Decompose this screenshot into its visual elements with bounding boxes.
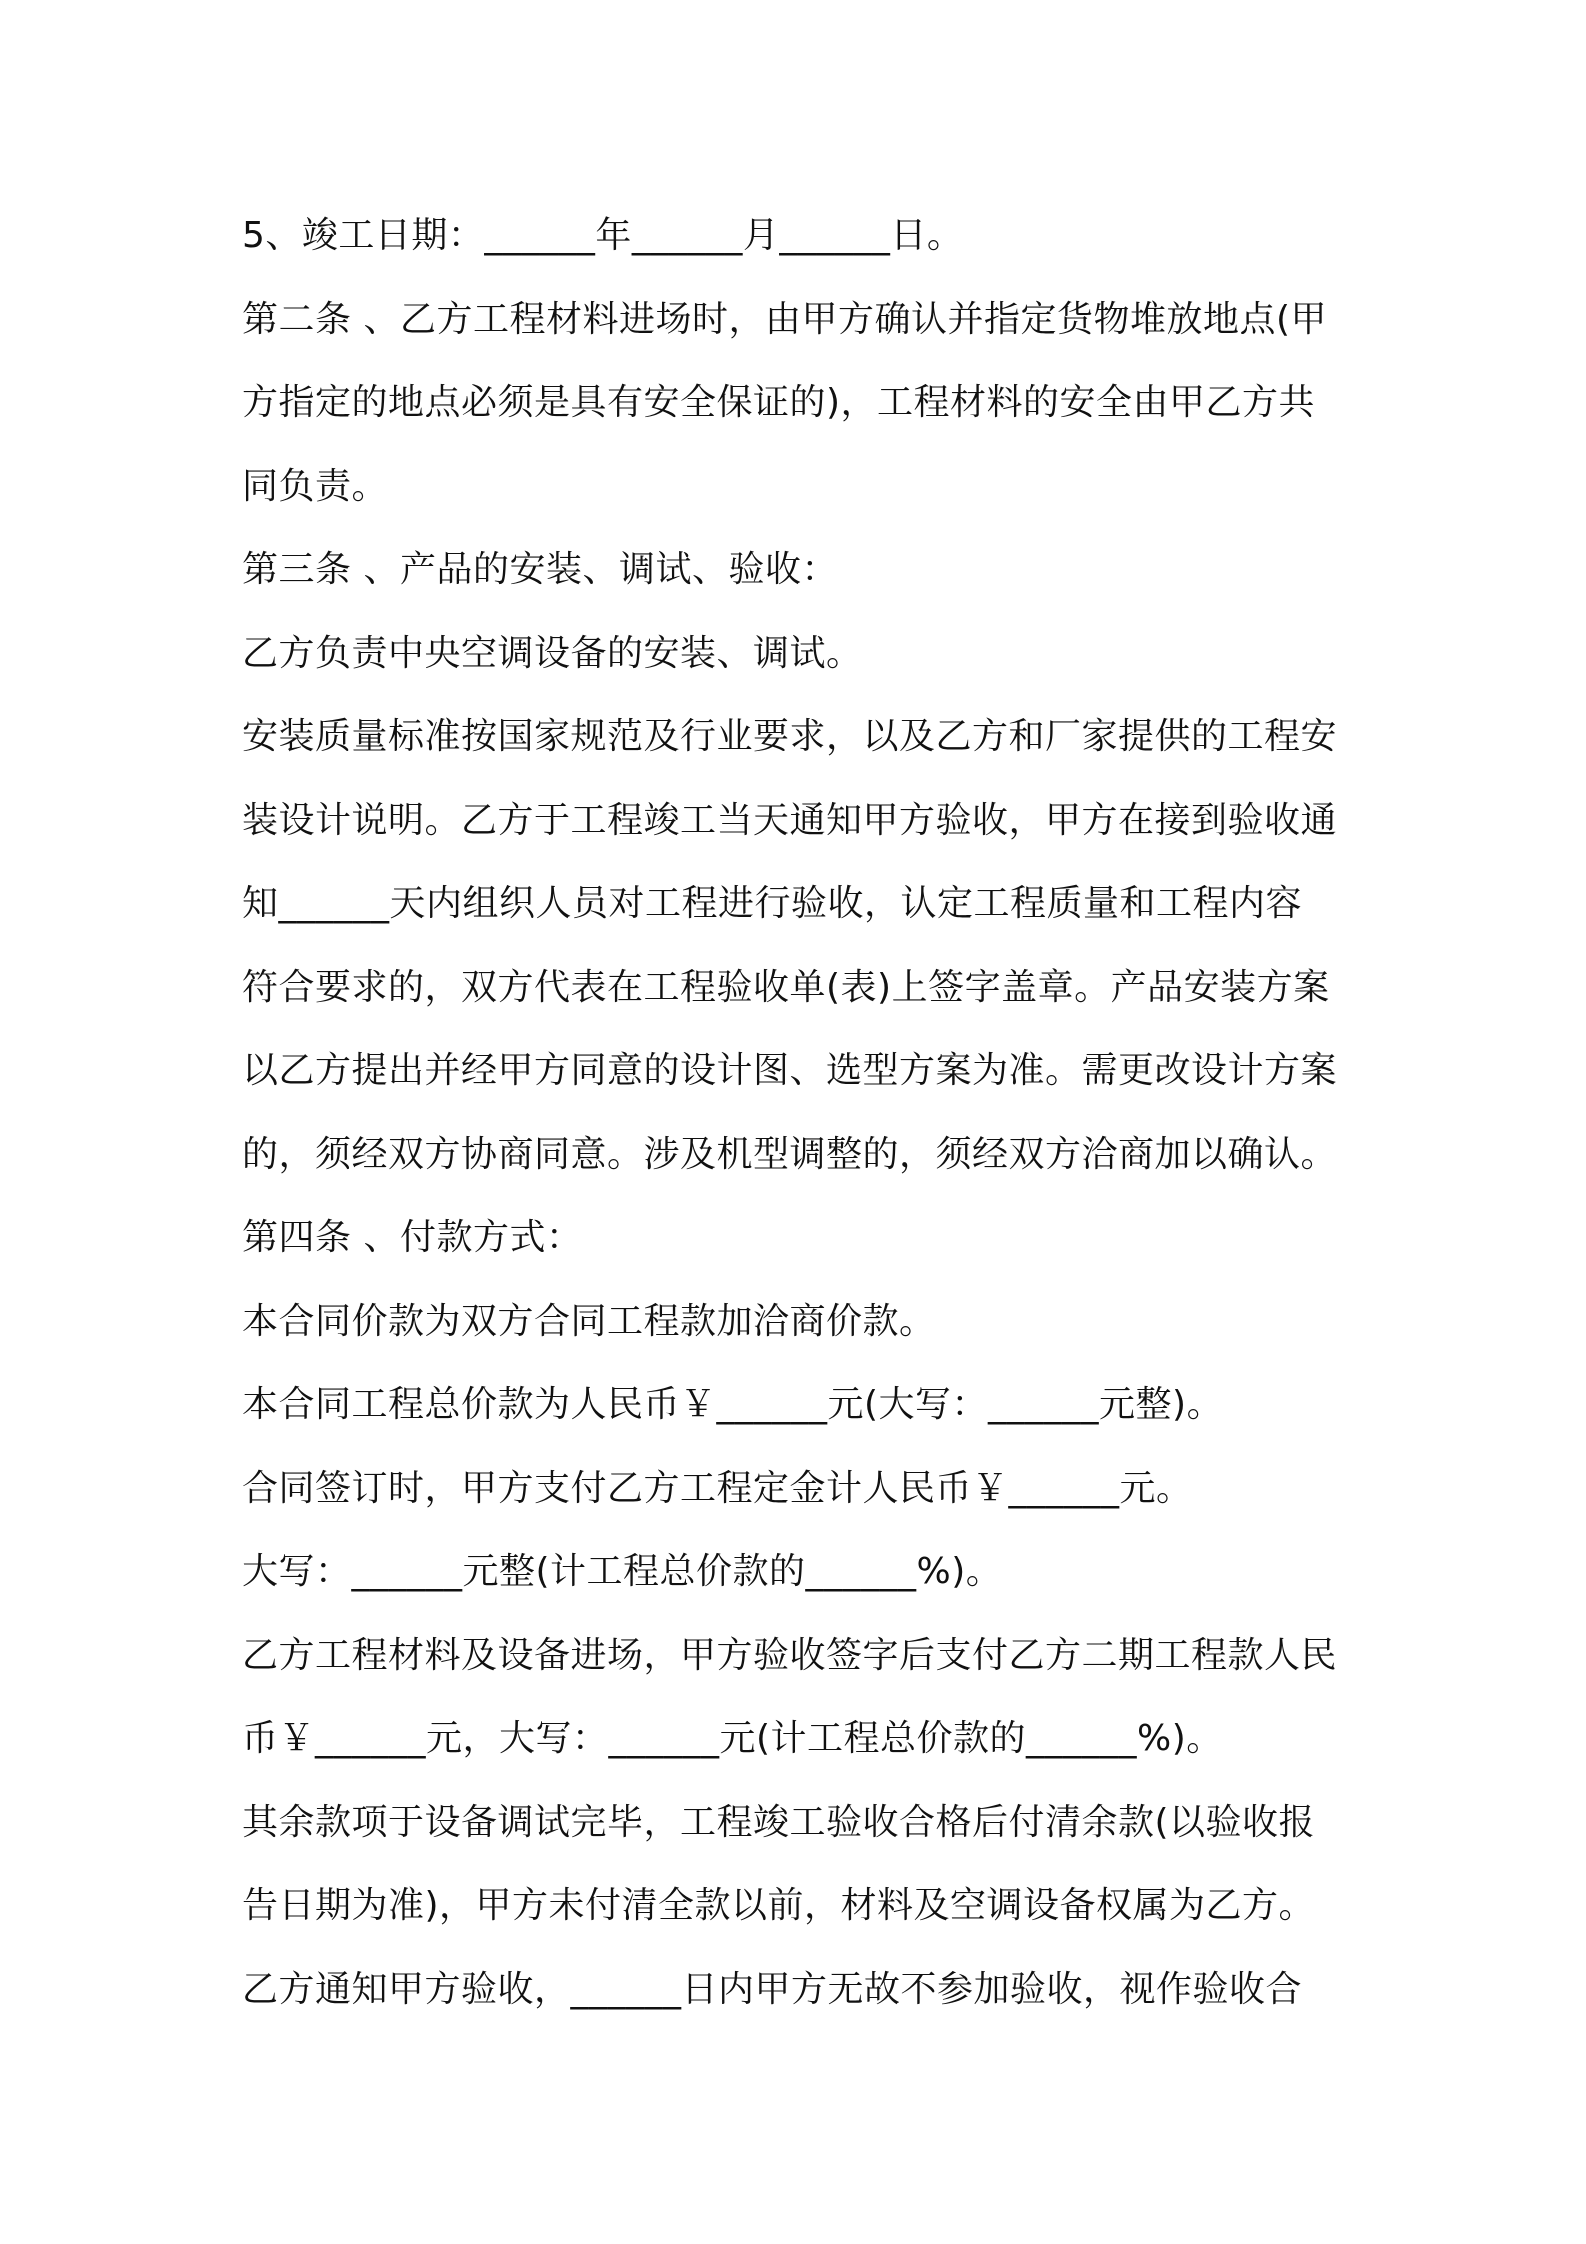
text-line-article-3-c: 装设计说明。乙方于工程竣工当天通知甲方验收，甲方在接到验收通	[242, 799, 1338, 841]
text-line-article-4-a: 本合同价款为双方合同工程款加洽商价款。	[242, 1300, 936, 1342]
text-line-article-4-i: 乙方通知甲方验收，______日内甲方无故不参加验收，视作验收合	[242, 1968, 1303, 2010]
text-line-article-4-h: 告日期为准)，甲方未付清全款以前，材料及空调设备权属为乙方。	[242, 1885, 1316, 1926]
text-line-completion-date: 5、竣工日期：______年______月______日。	[242, 215, 964, 256]
text-line-article-3-g: 的，须经双方协商同意。涉及机型调整的，须经双方洽商加以确认。	[242, 1133, 1338, 1175]
text-line-article-4-d: 大写：______元整(计工程总价款的______%)。	[242, 1551, 1003, 1592]
text-line-article-3-heading: 第三条 、产品的安装、调试、验收：	[242, 549, 838, 590]
text-line-article-3-d: 知______天内组织人员对工程进行验收，认定工程质量和工程内容	[242, 883, 1303, 924]
text-line-article-4-b: 本合同工程总价款为人民币￥______元(大写：______元整)。	[242, 1384, 1224, 1425]
text-line-article-2-b: 方指定的地点必须是具有安全保证的)，工程材料的安全由甲乙方共	[242, 382, 1316, 423]
text-line-article-4-e: 乙方工程材料及设备进场，甲方验收签字后支付乙方二期工程款人民	[242, 1634, 1338, 1676]
text-line-article-4-c: 合同签订时，甲方支付乙方工程定金计人民币￥______元。	[242, 1467, 1193, 1509]
text-line-article-2-a: 第二条 、乙方工程材料进场时，由甲方确认并指定货物堆放地点(甲	[242, 298, 1327, 340]
text-line-article-3-f: 以乙方提出并经甲方同意的设计图、选型方案为准。需更改设计方案	[242, 1050, 1338, 1091]
text-line-article-3-a: 乙方负责中央空调设备的安装、调试。	[242, 632, 863, 674]
text-line-article-4-g: 其余款项于设备调试完毕，工程竣工验收合格后付清余款(以验收报	[242, 1801, 1316, 1843]
contract-text	[242, 194, 1362, 2031]
text-line-article-4-heading: 第四条 、付款方式：	[242, 1217, 583, 1258]
text-line-article-2-c: 同负责。	[242, 465, 389, 507]
text-line-article-3-e: 符合要求的，双方代表在工程验收单(表)上签字盖章。产品安装方案	[242, 966, 1330, 1008]
text-line-article-4-f: 币￥______元，大写：______元(计工程总价款的______%)。	[242, 1718, 1223, 1759]
text-line-article-3-b: 安装质量标准按国家规范及行业要求，以及乙方和厂家提供的工程安	[242, 716, 1338, 757]
